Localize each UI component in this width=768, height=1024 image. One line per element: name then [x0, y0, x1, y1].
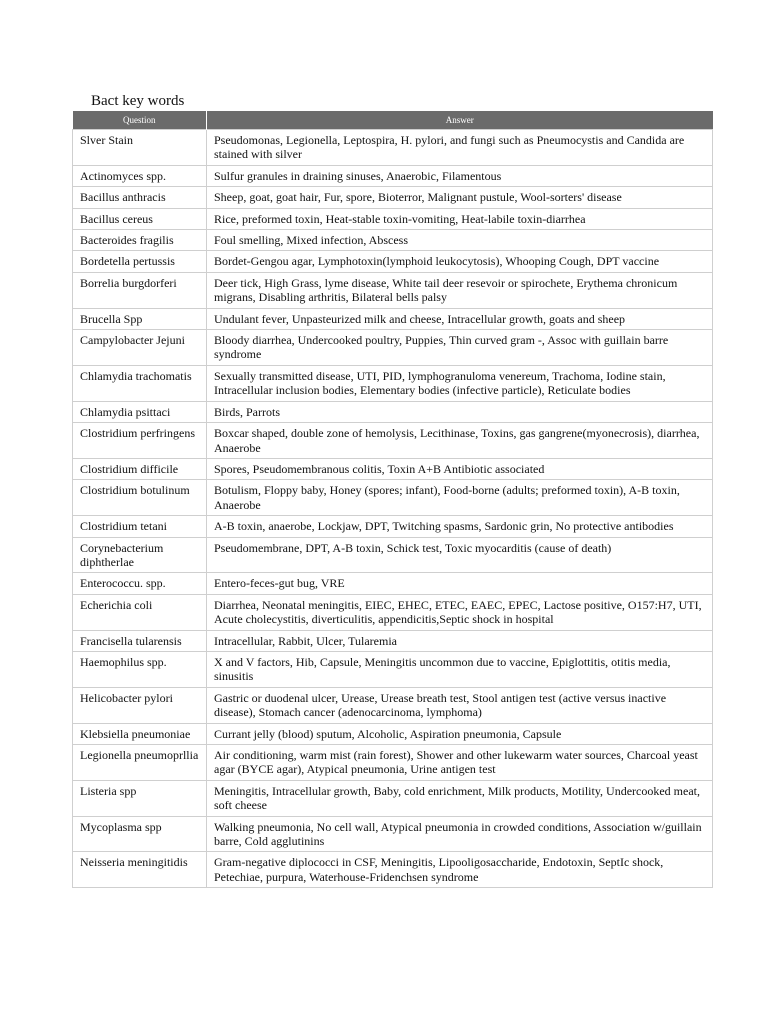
- table-row: [73, 651, 713, 687]
- table-row: [73, 687, 713, 723]
- question-cell: Legionella pneumoprllia: [73, 745, 207, 781]
- key-words-table: [72, 111, 713, 888]
- question-cell: Brucella Spp: [73, 308, 207, 329]
- answer-cell: Foul smelling, Mixed infection, Abscess: [207, 230, 713, 251]
- question-cell: Borrelia burgdorferi: [73, 272, 207, 308]
- answer-cell: Bloody diarrhea, Undercooked poultry, Puppies, Thin curved gram -, Assoc with guillain barre syndrome: [207, 330, 713, 366]
- table-row: [73, 130, 713, 166]
- answer-cell: Undulant fever, Unpasteurized milk and cheese, Intracellular growth, goats and sheep: [207, 308, 713, 329]
- answer-cell: A-B toxin, anaerobe, Lockjaw, DPT, Twitching spasms, Sardonic grin, No protective antibodies: [207, 516, 713, 537]
- answer-cell: Botulism, Floppy baby, Honey (spores; infant), Food-borne (adults; preformed toxin), A-B toxin, Anaerobe: [207, 480, 713, 516]
- answer-cell: Meningitis, Intracellular growth, Baby, cold enrichment, Milk products, Motility, Undercooked meat, soft cheese: [207, 780, 713, 816]
- header-row: [73, 111, 713, 130]
- answer-cell: Rice, preformed toxin, Heat-stable toxin-vomiting, Heat-labile toxin-diarrhea: [207, 208, 713, 229]
- table-row: [73, 272, 713, 308]
- table-row: [73, 365, 713, 401]
- answer-cell: Boxcar shaped, double zone of hemolysis, Lecithinase, Toxins, gas gangrene(myonecrosis), diarrhea, Anaerobe: [207, 423, 713, 459]
- table-row: [73, 573, 713, 594]
- answer-cell: Diarrhea, Neonatal meningitis, EIEC, EHEC, ETEC, EAEC, EPEC, Lactose positive, O157:H7, UTI, Acute cholecystitis, diverticulitis, appendicitis,Septic shock in hospital: [207, 594, 713, 630]
- table-row: [73, 723, 713, 744]
- question-cell: Haemophilus spp.: [73, 651, 207, 687]
- answer-cell: Gram-negative diplococci in CSF, Meningitis, Lipooligosaccharide, Endotoxin, SeptIc shock, Petechiae, purpura, Waterhouse-Fridenchsen syndrome: [207, 852, 713, 888]
- table-header: [73, 111, 713, 130]
- table-row: [73, 594, 713, 630]
- table-row: [73, 308, 713, 329]
- answer-cell: Pseudomonas, Legionella, Leptospira, H. pylori, and fungi such as Pneumocystis and Candida are stained with silver: [207, 130, 713, 166]
- question-cell: Listeria spp: [73, 780, 207, 816]
- question-cell: Bacteroides fragilis: [73, 230, 207, 251]
- question-cell: Echerichia coli: [73, 594, 207, 630]
- table-row: [73, 745, 713, 781]
- question-cell: Mycoplasma spp: [73, 816, 207, 852]
- table-row: [73, 630, 713, 651]
- table-row: [73, 330, 713, 366]
- table-row: [73, 187, 713, 208]
- question-cell: Clostridium perfringens: [73, 423, 207, 459]
- table-row: [73, 816, 713, 852]
- question-cell: Corynebacterium diphtherlae: [73, 537, 207, 573]
- table-row: [73, 852, 713, 888]
- question-cell: Enterococcu. spp.: [73, 573, 207, 594]
- question-cell: Chlamydia psittaci: [73, 401, 207, 422]
- answer-cell: Gastric or duodenal ulcer, Urease, Urease breath test, Stool antigen test (active versus inactive disease), Stomach cancer (adenocarcinoma, lymphoma): [207, 687, 713, 723]
- answer-cell: Sexually transmitted disease, UTI, PID, lymphogranuloma venereum, Trachoma, Iodine stain, Intracellular inclusion bodies, Elementary bodies (infective particle), Reticulate bodies: [207, 365, 713, 401]
- table-row: [73, 458, 713, 479]
- table-row: [73, 537, 713, 573]
- question-cell: Bordetella pertussis: [73, 251, 207, 272]
- table-row: [73, 480, 713, 516]
- answer-cell: Currant jelly (blood) sputum, Alcoholic, Aspiration pneumonia, Capsule: [207, 723, 713, 744]
- table-row: [73, 780, 713, 816]
- table-row: [73, 230, 713, 251]
- question-cell: Campylobacter Jejuni: [73, 330, 207, 366]
- answer-cell: Bordet-Gengou agar, Lymphotoxin(lymphoid leukocytosis), Whooping Cough, DPT vaccine: [207, 251, 713, 272]
- question-cell: Slver Stain: [73, 130, 207, 166]
- question-cell: Clostridium difficile: [73, 458, 207, 479]
- answer-cell: Pseudomembrane, DPT, A-B toxin, Schick test, Toxic myocarditis (cause of death): [207, 537, 713, 573]
- question-cell: Francisella tularensis: [73, 630, 207, 651]
- column-header-question: Question: [73, 111, 207, 130]
- question-cell: Bacillus cereus: [73, 208, 207, 229]
- answer-cell: Sheep, goat, goat hair, Fur, spore, Bioterror, Malignant pustule, Wool-sorters' disease: [207, 187, 713, 208]
- answer-cell: Deer tick, High Grass, lyme disease, White tail deer resevoir or spirochete, Erythema chronicum migrans, Disabling arthritis, Bilateral bells palsy: [207, 272, 713, 308]
- answer-cell: Walking pneumonia, No cell wall, Atypical pneumonia in crowded conditions, Association w/guillain barre, Cold agglutinins: [207, 816, 713, 852]
- question-cell: Chlamydia trachomatis: [73, 365, 207, 401]
- page-title: Bact key words: [91, 93, 185, 109]
- question-cell: Helicobacter pylori: [73, 687, 207, 723]
- question-cell: Actinomyces spp.: [73, 165, 207, 186]
- question-cell: Bacillus anthracis: [73, 187, 207, 208]
- answer-cell: Entero-feces-gut bug, VRE: [207, 573, 713, 594]
- table-row: [73, 516, 713, 537]
- table-row: [73, 251, 713, 272]
- table-row: [73, 401, 713, 422]
- table-row: [73, 208, 713, 229]
- answer-cell: Air conditioning, warm mist (rain forest), Shower and other lukewarm water sources, Charcoal yeast agar (BYCE agar), Atypical pneumonia, Urine antigen test: [207, 745, 713, 781]
- table-row: [73, 423, 713, 459]
- question-cell: Clostridium botulinum: [73, 480, 207, 516]
- answer-cell: X and V factors, Hib, Capsule, Meningitis uncommon due to vaccine, Epiglottitis, otitis media, sinusitis: [207, 651, 713, 687]
- table-body: [73, 130, 713, 888]
- table-row: [73, 165, 713, 186]
- answer-cell: Intracellular, Rabbit, Ulcer, Tularemia: [207, 630, 713, 651]
- answer-cell: Sulfur granules in draining sinuses, Anaerobic, Filamentous: [207, 165, 713, 186]
- column-header-answer: Answer: [207, 111, 713, 130]
- question-cell: Clostridium tetani: [73, 516, 207, 537]
- answer-cell: Spores, Pseudomembranous colitis, Toxin A+B Antibiotic associated: [207, 458, 713, 479]
- question-cell: Neisseria meningitidis: [73, 852, 207, 888]
- answer-cell: Birds, Parrots: [207, 401, 713, 422]
- question-cell: Klebsiella pneumoniae: [73, 723, 207, 744]
